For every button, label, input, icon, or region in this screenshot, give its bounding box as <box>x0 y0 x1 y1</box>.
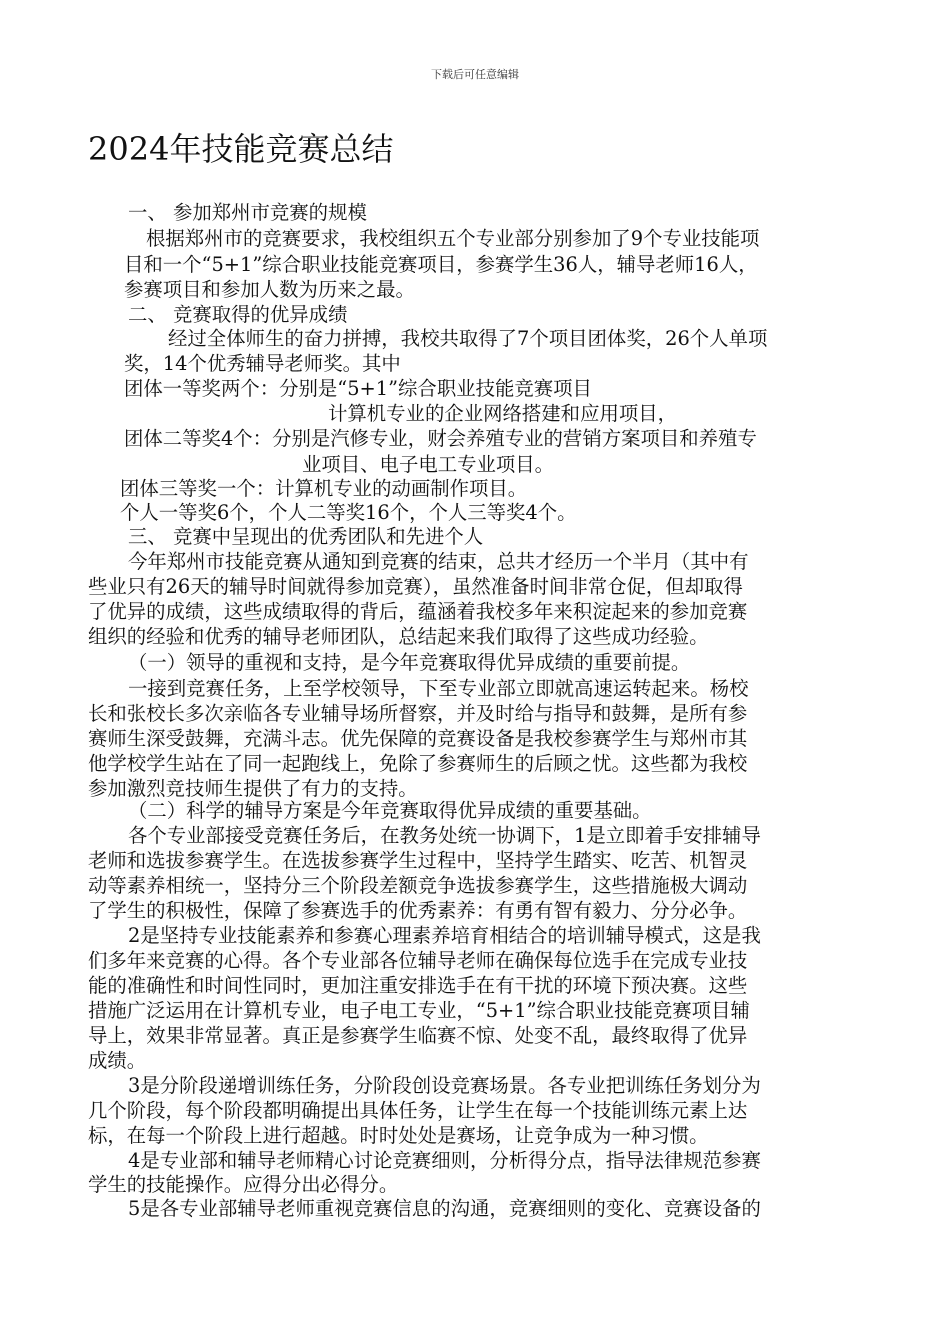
document-title: 2024年技能竞赛总结 <box>88 130 394 168</box>
body-line: 些业只有26天的辅导时间就得参加竞赛），虽然准备时间非常仓促，但却取得 <box>88 575 743 598</box>
body-line: 团体二等奖4个：分别是汽修专业，财会养殖专业的营销方案项目和养殖专 <box>124 427 757 450</box>
body-line: 成绩。 <box>88 1049 147 1072</box>
body-line: 了学生的积极性，保障了参赛选手的优秀素养：有勇有智有毅力、分分必争。 <box>88 899 748 922</box>
body-line: 标，在每一个阶段上进行超越。时时处处是赛场，让竞争成为一种习惯。 <box>88 1124 709 1147</box>
body-line: 了优异的成绩，这些成绩取得的背后，蕴涵着我校多年来积淀起来的参加竞赛 <box>88 600 748 623</box>
body-line: 经过全体师生的奋力拼搏，我校共取得了7个项目团体奖，26个人单项 <box>168 327 768 350</box>
body-line: 老师和选拔参赛学生。在选拔参赛学生过程中，坚持学生踏实、吃苦、机智灵 <box>88 849 748 872</box>
body-line: 赛师生深受鼓舞，充满斗志。优先保障的竞赛设备是我校参赛学生与郑州市其 <box>88 727 748 750</box>
body-line: 们多年来竞赛的心得。各个专业部各位辅导老师在确保每位选手在完成专业技 <box>88 949 748 972</box>
body-line: 参加激烈竞技师生提供了有力的支持。 <box>88 777 418 800</box>
body-line: 能的准确性和时间性同时，更加注重安排选手在有干扰的环境下预决赛。这些 <box>88 974 748 997</box>
body-line: 团体三等奖一个：计算机专业的动画制作项目。 <box>120 477 528 500</box>
section-heading-2: 二、 竞赛取得的优异成绩 <box>128 303 348 326</box>
body-line: 他学校学生站在了同一起跑线上，免除了参赛师生的后顾之忧。这些都为我校 <box>88 752 748 775</box>
body-line: 4是专业部和辅导老师精心讨论竞赛细则，分析得分点，指导法律规范参赛 <box>128 1149 761 1172</box>
body-line: 5是各专业部辅导老师重视竞赛信息的沟通，竞赛细则的变化、竞赛设备的 <box>128 1197 761 1220</box>
body-line: 几个阶段，每个阶段都明确提出具体任务，让学生在每一个技能训练元素上达 <box>88 1099 748 1122</box>
body-line: 团体一等奖两个：分别是“5+1”综合职业技能竞赛项目 <box>124 377 592 400</box>
body-line: 3是分阶段递增训练任务，分阶段创设竞赛场景。各专业把训练任务划分为 <box>128 1074 761 1097</box>
body-line: 目和一个“5+1”综合职业技能竞赛项目，参赛学生36人，辅导老师16人， <box>124 253 758 276</box>
body-line: 长和张校长多次亲临各专业辅导场所督察，并及时给与指导和鼓舞，是所有参 <box>88 702 748 725</box>
section-heading-1: 一、 参加郑州市竞赛的规模 <box>128 201 367 224</box>
body-line: 个人一等奖6个，个人二等奖16个，个人三等奖4个。 <box>120 501 577 524</box>
body-line: 奖，14个优秀辅导老师奖。其中 <box>124 352 401 375</box>
body-line: 一接到竞赛任务，上至学校领导，下至专业部立即就高速运转起来。杨校 <box>128 677 749 700</box>
subheading-1: （一）领导的重视和支持，是今年竞赛取得优异成绩的重要前提。 <box>128 651 691 674</box>
body-line: 各个专业部接受竞赛任务后，在教务处统一协调下，1是立即着手安排辅导 <box>128 824 761 847</box>
section-heading-3: 三、 竞赛中呈现出的优秀团队和先进个人 <box>128 525 484 548</box>
body-line: 学生的技能操作。应得分出必得分。 <box>88 1173 399 1196</box>
body-line: 根据郑州市的竞赛要求，我校组织五个专业部分别参加了9个专业技能项 <box>146 227 760 250</box>
body-line: 组织的经验和优秀的辅导老师团队，总结起来我们取得了这些成功经验。 <box>88 625 709 648</box>
subheading-2: （二）科学的辅导方案是今年竞赛取得优异成绩的重要基础。 <box>128 799 652 822</box>
body-line: 措施广泛运用在计算机专业，电子电工专业，“5+1”综合职业技能竞赛项目辅 <box>88 999 750 1022</box>
body-line: 动等素养相统一，坚持分三个阶段差额竞争选拔参赛学生，这些措施极大调动 <box>88 874 748 897</box>
body-line: 计算机专业的企业网络搭建和应用项目， <box>328 402 678 425</box>
body-line: 业项目、电子电工专业项目。 <box>302 453 555 476</box>
body-line: 导上，效果非常显著。真正是参赛学生临赛不惊、处变不乱，最终取得了优异 <box>88 1024 748 1047</box>
body-line: 参赛项目和参加人数为历来之最。 <box>124 278 415 301</box>
page-header-note: 下载后可任意编辑 <box>431 68 519 81</box>
body-line: 2是坚持专业技能素养和参赛心理素养培育相结合的培训辅导模式，这是我 <box>128 924 761 947</box>
body-line: 今年郑州市技能竞赛从通知到竞赛的结束，总共才经历一个半月（其中有 <box>128 550 749 573</box>
